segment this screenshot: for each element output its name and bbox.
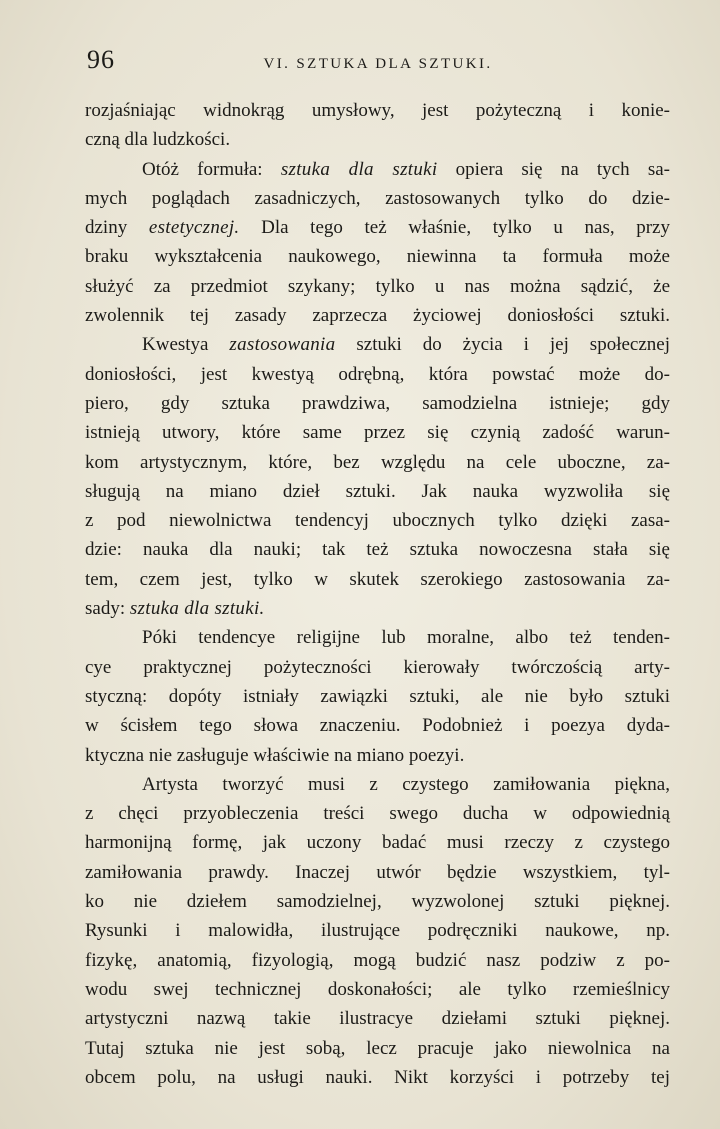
italic-phrase: estetycznej. <box>148 217 240 239</box>
text-segment: Tutaj sztuka nie jest sobą, lecz pracuje jako niewolnica na <box>85 1037 670 1059</box>
text-segment: z pod niewolnictwa tendencyj ubocznych tylko dzięki zasa- <box>85 510 670 532</box>
text-segment: dzie: nauka dla nauki; tak też sztuka nowoczesna stała się <box>85 539 670 561</box>
text-line <box>85 565 670 594</box>
text-segment: doniosłości, jest kwestyą odrębną, która powstać może do- <box>85 363 670 385</box>
text-line <box>85 272 670 301</box>
text-line <box>85 155 670 184</box>
text-segment: ko nie dziełem samodzielnej, wyzwolonej sztuki pięknej. <box>85 891 670 913</box>
text-line <box>85 975 670 1004</box>
body-text <box>85 96 670 1092</box>
italic-phrase: sztuka dla sztuki. <box>129 598 265 620</box>
text-segment: zwolennik tej zasady zaprzecza życiowej doniosłości sztuki. <box>85 305 670 327</box>
text-line <box>85 301 670 330</box>
text-line <box>85 916 670 945</box>
page-number: 96 <box>87 45 115 74</box>
text-segment: sługują na miano dzieł sztuki. Jak nauka wyzwoliła się <box>85 480 670 502</box>
text-line <box>85 96 670 125</box>
text-segment: Dla tego też właśnie, tylko u nas, przy <box>239 217 670 239</box>
running-title: VI. SZTUKA DLA SZTUKI. <box>263 56 493 72</box>
text-segment: cye praktycznej pożyteczności kierowały twórczością arty- <box>85 656 670 678</box>
text-segment: z chęci przyobleczenia treści swego ducha w odpowiednią <box>85 803 670 825</box>
text-line <box>85 770 670 799</box>
text-segment: braku wykształcenia naukowego, niewinna ta formuła może <box>85 246 670 268</box>
text-line <box>85 887 670 916</box>
text-segment: piero, gdy sztuka prawdziwa, samodzielna istnieje; gdy <box>85 392 670 414</box>
text-line <box>85 1063 670 1092</box>
text-segment: kom artystycznym, które, bez względu na cele uboczne, za- <box>85 451 670 473</box>
text-line <box>85 330 670 359</box>
text-line <box>85 389 670 418</box>
text-line <box>85 946 670 975</box>
text-segment: opiera się na tych sa- <box>437 158 670 180</box>
text-segment: ktyczna nie zasługuje właściwie na miano poezyi. <box>85 744 465 766</box>
text-segment: służyć za przedmiot szykany; tylko u nas można sądzić, że <box>85 275 670 297</box>
text-segment: Artysta tworzyć musi z czystego zamiłowania piękna, <box>142 773 670 795</box>
text-line <box>85 1004 670 1033</box>
text-line <box>85 682 670 711</box>
text-line <box>85 184 670 213</box>
text-segment: zamiłowania prawdy. Inaczej utwór będzie wszystkiem, tyl- <box>85 861 670 883</box>
text-line <box>85 653 670 682</box>
text-segment: Otóż formuła: <box>142 158 281 180</box>
text-line <box>85 125 670 154</box>
text-line <box>85 477 670 506</box>
text-segment: Póki tendencye religijne lub moralne, albo też tenden- <box>142 627 670 649</box>
text-line <box>85 858 670 887</box>
text-line <box>85 213 670 242</box>
text-segment: wodu swej technicznej doskonałości; ale tylko rzemieślnicy <box>85 978 670 1000</box>
text-line <box>85 594 670 623</box>
text-line <box>85 418 670 447</box>
text-segment: czną dla ludzkości. <box>85 129 231 151</box>
text-segment: sztuki do życia i jej społecznej <box>335 334 670 356</box>
text-segment: dziny <box>85 217 149 239</box>
text-segment: rozjaśniając widnokrąg umysłowy, jest pożyteczną i konie- <box>85 100 670 121</box>
text-line <box>85 828 670 857</box>
text-segment: Kwestya <box>142 334 230 356</box>
text-segment: Rysunki i malowidła, ilustrujące podręczniki naukowe, np. <box>85 920 670 942</box>
text-line <box>85 448 670 477</box>
text-segment: obcem polu, na usługi nauki. Nikt korzyści i potrzeby tej <box>85 1066 670 1088</box>
text-line <box>85 1034 670 1063</box>
text-line <box>85 799 670 828</box>
text-segment: tem, czem jest, tylko w skutek szerokiego zastosowania za- <box>85 568 670 590</box>
italic-phrase: sztuka dla sztuki <box>280 158 438 180</box>
text-segment: sady: <box>85 598 130 620</box>
text-line <box>85 506 670 535</box>
italic-phrase: zastosowania <box>229 334 336 356</box>
text-segment: mych poglądach zasadniczych, zastosowanych tylko do dzie- <box>85 187 670 209</box>
text-segment: istnieją utwory, które same przez się czynią zadość warun- <box>85 422 670 444</box>
text-line <box>85 711 670 740</box>
text-segment: artystyczni nazwą takie ilustracye dziełami sztuki pięknej. <box>85 1008 670 1030</box>
text-line <box>85 242 670 271</box>
text-segment: harmonijną formę, jak uczony badać musi rzeczy z czystego <box>85 832 670 854</box>
text-line <box>85 535 670 564</box>
text-line <box>85 741 670 770</box>
text-segment: w ścisłem tego słowa znaczeniu. Podobnież i poezya dyda- <box>85 715 670 737</box>
text-line <box>85 623 670 652</box>
text-segment: styczną: dopóty istniały zawiązki sztuki, ale nie było sztuki <box>85 685 670 707</box>
text-line <box>85 360 670 389</box>
text-segment: fizykę, anatomią, fizyologią, mogą budzić nasz podziw z po- <box>85 949 670 971</box>
page-header <box>0 44 720 84</box>
